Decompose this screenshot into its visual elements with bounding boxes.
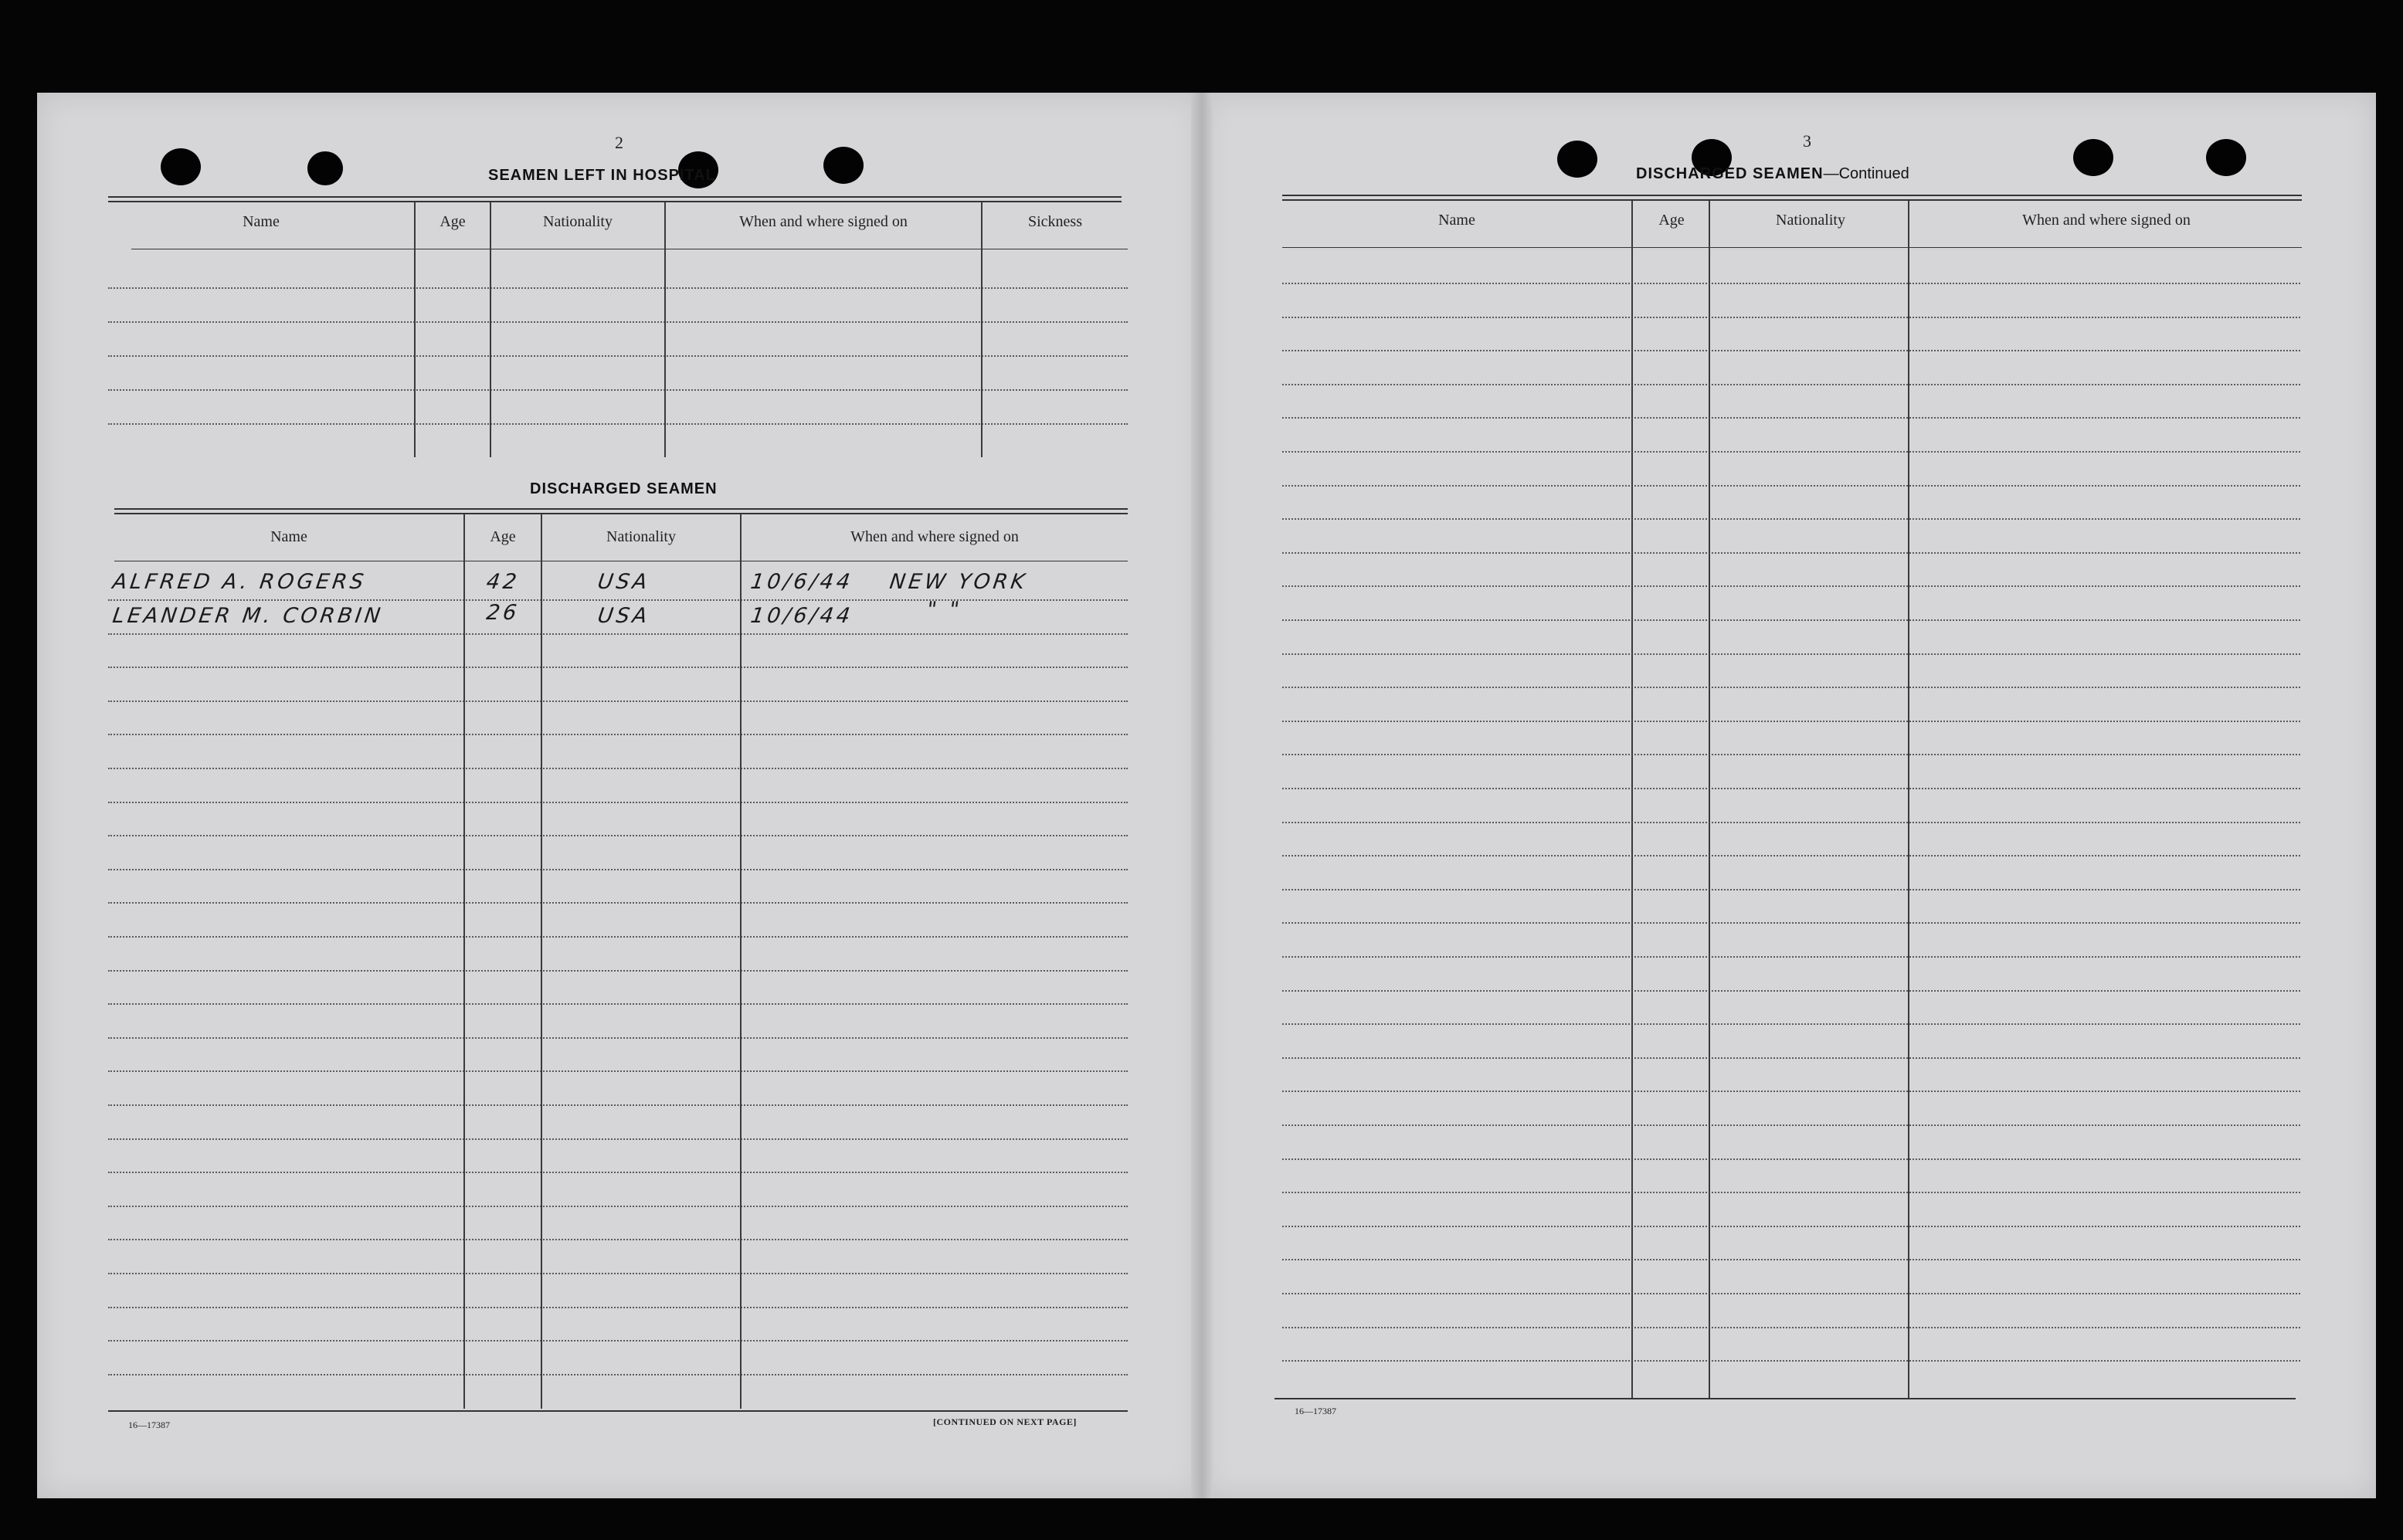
ruling-line — [1282, 417, 2300, 419]
ruling-line — [1282, 518, 2300, 520]
entry-date: 10/6/44 — [748, 604, 855, 628]
ruling-line — [1282, 788, 2300, 789]
col-header-sickness: Sickness — [1028, 213, 1082, 230]
ruling-line — [108, 1374, 1128, 1375]
ruling-line — [108, 802, 1128, 803]
entry-date: 10/6/44 — [748, 570, 855, 594]
col-header-nationality: Nationality — [1776, 212, 1845, 229]
ruling-line — [1282, 822, 2300, 823]
header-bottom-rule — [1282, 247, 2302, 248]
punch-hole — [2073, 139, 2113, 176]
ruling-line — [1282, 619, 2300, 621]
ruling-line — [108, 1206, 1128, 1207]
ruling-line — [108, 1003, 1128, 1005]
entry-name: ALFRED A. ROGERS — [110, 570, 368, 594]
entry-place: " " — [925, 598, 964, 622]
ruling-line — [1282, 350, 2300, 351]
column-divider — [414, 202, 416, 457]
ruling-line — [108, 1239, 1128, 1240]
header-rule — [1282, 195, 2302, 201]
form-number: 16—17387 — [1295, 1406, 1336, 1416]
entry-nationality: USA — [596, 604, 652, 628]
ruling-line — [1282, 1293, 2300, 1294]
ruling-line — [1282, 485, 2300, 487]
col-header-age: Age — [440, 213, 466, 230]
col-header-signed-on: When and where signed on — [850, 528, 1019, 545]
header-rule — [114, 508, 1128, 514]
ruling-line — [108, 1273, 1128, 1274]
column-divider — [541, 514, 542, 1409]
section-title-discharged: DISCHARGED SEAMEN — [530, 480, 718, 497]
table-bottom-rule — [108, 1410, 1128, 1412]
form-number: 16—17387 — [128, 1420, 170, 1430]
ruling-line — [108, 423, 1128, 425]
ruling-line — [108, 1104, 1128, 1106]
ruling-line — [108, 869, 1128, 870]
col-header-name: Name — [1438, 212, 1475, 229]
column-divider — [1908, 201, 1909, 1398]
ruling-line — [108, 633, 1128, 635]
ruling-line — [1282, 687, 2300, 688]
col-header-nationality: Nationality — [606, 528, 676, 545]
entry-nationality: USA — [596, 570, 652, 594]
column-divider — [463, 514, 465, 1409]
ruling-line — [108, 599, 1128, 601]
ruling-line — [108, 1340, 1128, 1342]
column-divider — [981, 202, 983, 457]
ruling-line — [1282, 1124, 2300, 1126]
page-number: 3 — [1803, 131, 1811, 151]
ruling-line — [108, 1138, 1128, 1140]
entry-age: 42 — [484, 570, 521, 594]
col-header-signed-on: When and where signed on — [739, 213, 908, 230]
continued-note: [CONTINUED ON NEXT PAGE] — [933, 1416, 1077, 1427]
page-number: 2 — [615, 133, 623, 152]
ruling-line — [1282, 585, 2300, 587]
col-header-signed-on: When and where signed on — [2022, 212, 2191, 229]
ruling-line — [1282, 1226, 2300, 1227]
ruling-line — [1282, 922, 2300, 924]
ruling-line — [108, 1172, 1128, 1173]
ruling-line — [1282, 1091, 2300, 1092]
ruling-line — [108, 936, 1128, 938]
ruling-line — [1282, 956, 2300, 958]
col-header-age: Age — [490, 528, 516, 545]
entry-age: 26 — [484, 601, 521, 625]
ruling-line — [1282, 283, 2300, 284]
ruling-line — [1282, 1057, 2300, 1059]
punch-hole — [1557, 141, 1597, 178]
column-divider — [664, 202, 666, 457]
ruling-line — [1282, 1259, 2300, 1260]
column-divider — [740, 514, 742, 1409]
ruling-line — [108, 835, 1128, 836]
ruling-line — [1282, 384, 2300, 385]
section-title-discharged-continued — [1636, 165, 1909, 183]
header-rule — [108, 196, 1122, 202]
column-divider — [490, 202, 491, 457]
punch-hole — [823, 147, 864, 184]
ruling-line — [108, 1070, 1128, 1072]
punch-hole — [2206, 139, 2246, 176]
ruling-line — [108, 1037, 1128, 1039]
ruling-line — [108, 768, 1128, 769]
col-header-age: Age — [1658, 212, 1685, 229]
column-divider — [1631, 201, 1633, 1398]
ruling-line — [108, 1307, 1128, 1308]
ruling-line — [108, 287, 1128, 289]
table-bottom-rule — [1274, 1398, 2296, 1399]
column-divider — [1709, 201, 1710, 1398]
entry-place: NEW YORK — [888, 570, 1030, 594]
left-page — [37, 93, 1202, 1498]
ruling-line — [1282, 721, 2300, 722]
ruling-line — [108, 355, 1128, 357]
ruling-line — [1282, 451, 2300, 453]
punch-hole — [307, 151, 343, 185]
ruling-line — [108, 902, 1128, 904]
ruling-line — [1282, 1327, 2300, 1328]
col-header-name: Name — [270, 528, 307, 545]
punch-hole — [161, 148, 201, 185]
ruling-line — [1282, 317, 2300, 318]
right-page — [1202, 93, 2376, 1498]
ruling-line — [1282, 1023, 2300, 1025]
ruling-line — [108, 970, 1128, 972]
title-suffix: —Continued — [1823, 165, 1909, 182]
col-header-nationality: Nationality — [543, 213, 613, 230]
ruling-line — [108, 700, 1128, 702]
ruling-line — [108, 321, 1128, 323]
ruling-line — [1282, 754, 2300, 755]
ruling-line — [1282, 1158, 2300, 1160]
page-gutter — [1191, 93, 1213, 1498]
ruling-line — [1282, 1360, 2300, 1362]
entry-name: LEANDER M. CORBIN — [110, 604, 385, 628]
ruling-line — [1282, 990, 2300, 992]
ruling-line — [1282, 855, 2300, 856]
ruling-line — [1282, 552, 2300, 554]
title-main: DISCHARGED SEAMEN — [1636, 165, 1824, 182]
col-header-name: Name — [243, 213, 280, 230]
ruling-line — [108, 734, 1128, 735]
section-title-hospital: SEAMEN LEFT IN HOSPITAL — [488, 167, 716, 184]
ruling-line — [1282, 653, 2300, 655]
ruling-line — [108, 667, 1128, 668]
ruling-line — [108, 389, 1128, 391]
ruling-line — [1282, 889, 2300, 890]
ruling-line — [1282, 1192, 2300, 1193]
